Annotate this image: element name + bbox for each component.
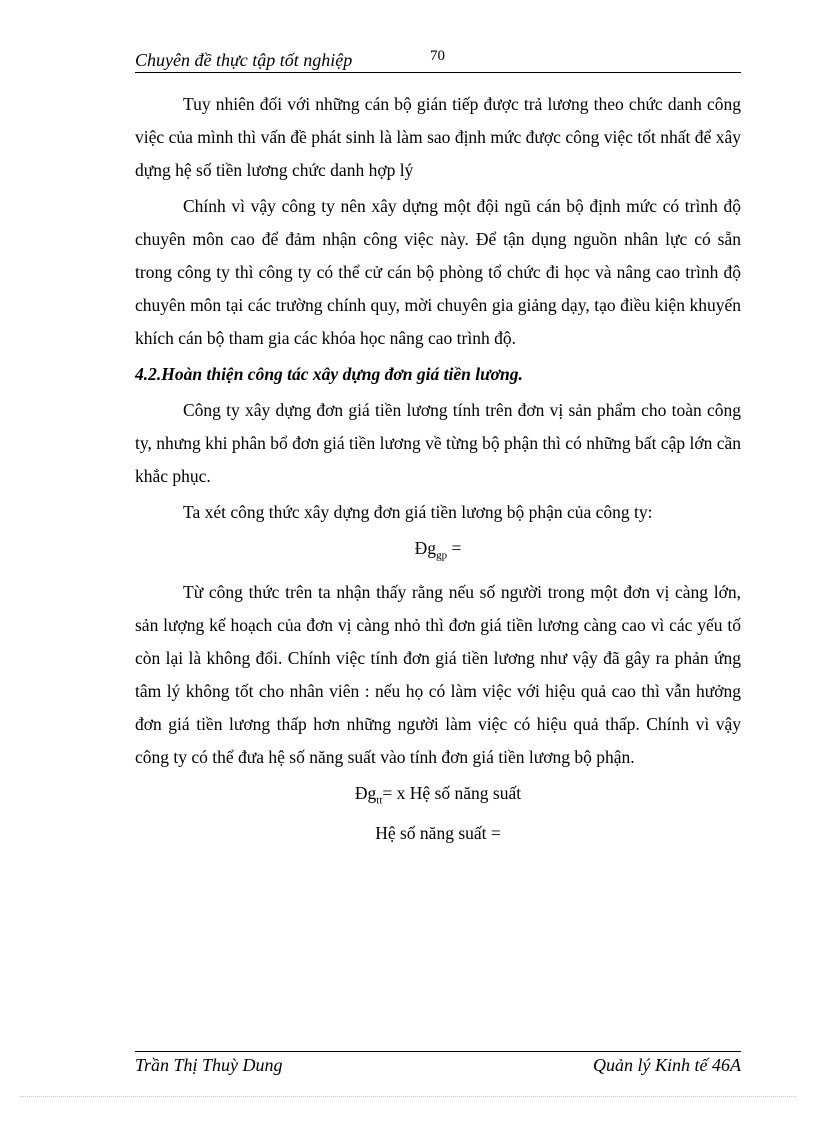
formula-dg-tt-sub: tt xyxy=(376,794,383,806)
footer-class: Quản lý Kinh tế 46A xyxy=(593,1055,741,1075)
page-number: 70 xyxy=(430,48,445,64)
section-heading: 4.2.Hoàn thiện công tác xây dựng đơn giá tiền lương. xyxy=(135,364,523,384)
page-content xyxy=(135,88,741,850)
bottom-divider xyxy=(20,1096,796,1097)
paragraph-4: Ta xét công thức xây dựng đơn giá tiền lương bộ phận của công ty: xyxy=(183,502,653,522)
paragraph-5: Từ công thức trên ta nhận thấy rằng nếu số người trong một đơn vị càng lớn, sản lượng kế hoạch của đơn vị càng nhỏ thì đơn giá tiền lương càng cao vì các yếu tố còn lại là không đổi. Chính việc tính đơn giá tiền lương như vậy đã gây ra phản ứng tâm lý không tốt cho nhân viên : nếu họ có làm việc với hiệu quả cao thì vẫn hưởng đơn giá tiền lương thấp hơn những người làm việc có hiệu quả thấp. Chính vì vậy công ty có thể đưa hệ số năng suất vào tính đơn giá tiền lương bộ phận. xyxy=(135,581,741,767)
formula-dg-gp-base: Đg xyxy=(414,538,437,558)
formula-dg-tt-base: Đg xyxy=(354,782,377,803)
footer-author: Trần Thị Thuỳ Dung xyxy=(135,1055,283,1075)
paragraph-1: Tuy nhiên đối với những cán bộ gián tiếp được trả lương theo chức danh công việc của mình thì vấn đề phát sinh là làm sao định mức được công việc tốt nhất để xây dựng hệ số tiền lương chức danh hợp lý xyxy=(135,94,741,180)
page-header xyxy=(135,48,741,73)
header-title: Chuyên đề thực tập tốt nghiệp xyxy=(135,50,353,70)
formula-dg-tt xyxy=(135,777,741,818)
page-footer xyxy=(135,1051,741,1078)
formula-dg-tt-rest: = x Hệ số năng suất xyxy=(382,782,522,803)
paragraph-3: Công ty xây dựng đơn giá tiền lương tính trên đơn vị sản phẩm cho toàn công ty, nhưng khi phân bổ đơn giá tiền lương về từng bộ phận thì có những bất cập lớn cần khắc phục. xyxy=(135,400,741,486)
formula-dg-gp-sub: gp xyxy=(436,549,448,562)
paragraph-2: Chính vì vậy công ty nên xây dựng một đội ngũ cán bộ định mức có trình độ chuyên môn cao để đảm nhận công việc này. Để tận dụng nguồn nhân lực có sẵn trong công ty thì công ty có thể cử cán bộ phòng tổ chức đi học và nâng cao trình độ chuyên môn tại các trường chính quy, mời chuyên gia giảng dạy, tạo điều kiện khuyến khích cán bộ tham gia các khóa học nâng cao trình độ. xyxy=(135,196,741,348)
formula-dg-gp-rest: = xyxy=(447,538,462,558)
formula-productivity: Hệ số năng suất = xyxy=(375,823,501,843)
formula-dg-gp xyxy=(135,532,741,573)
